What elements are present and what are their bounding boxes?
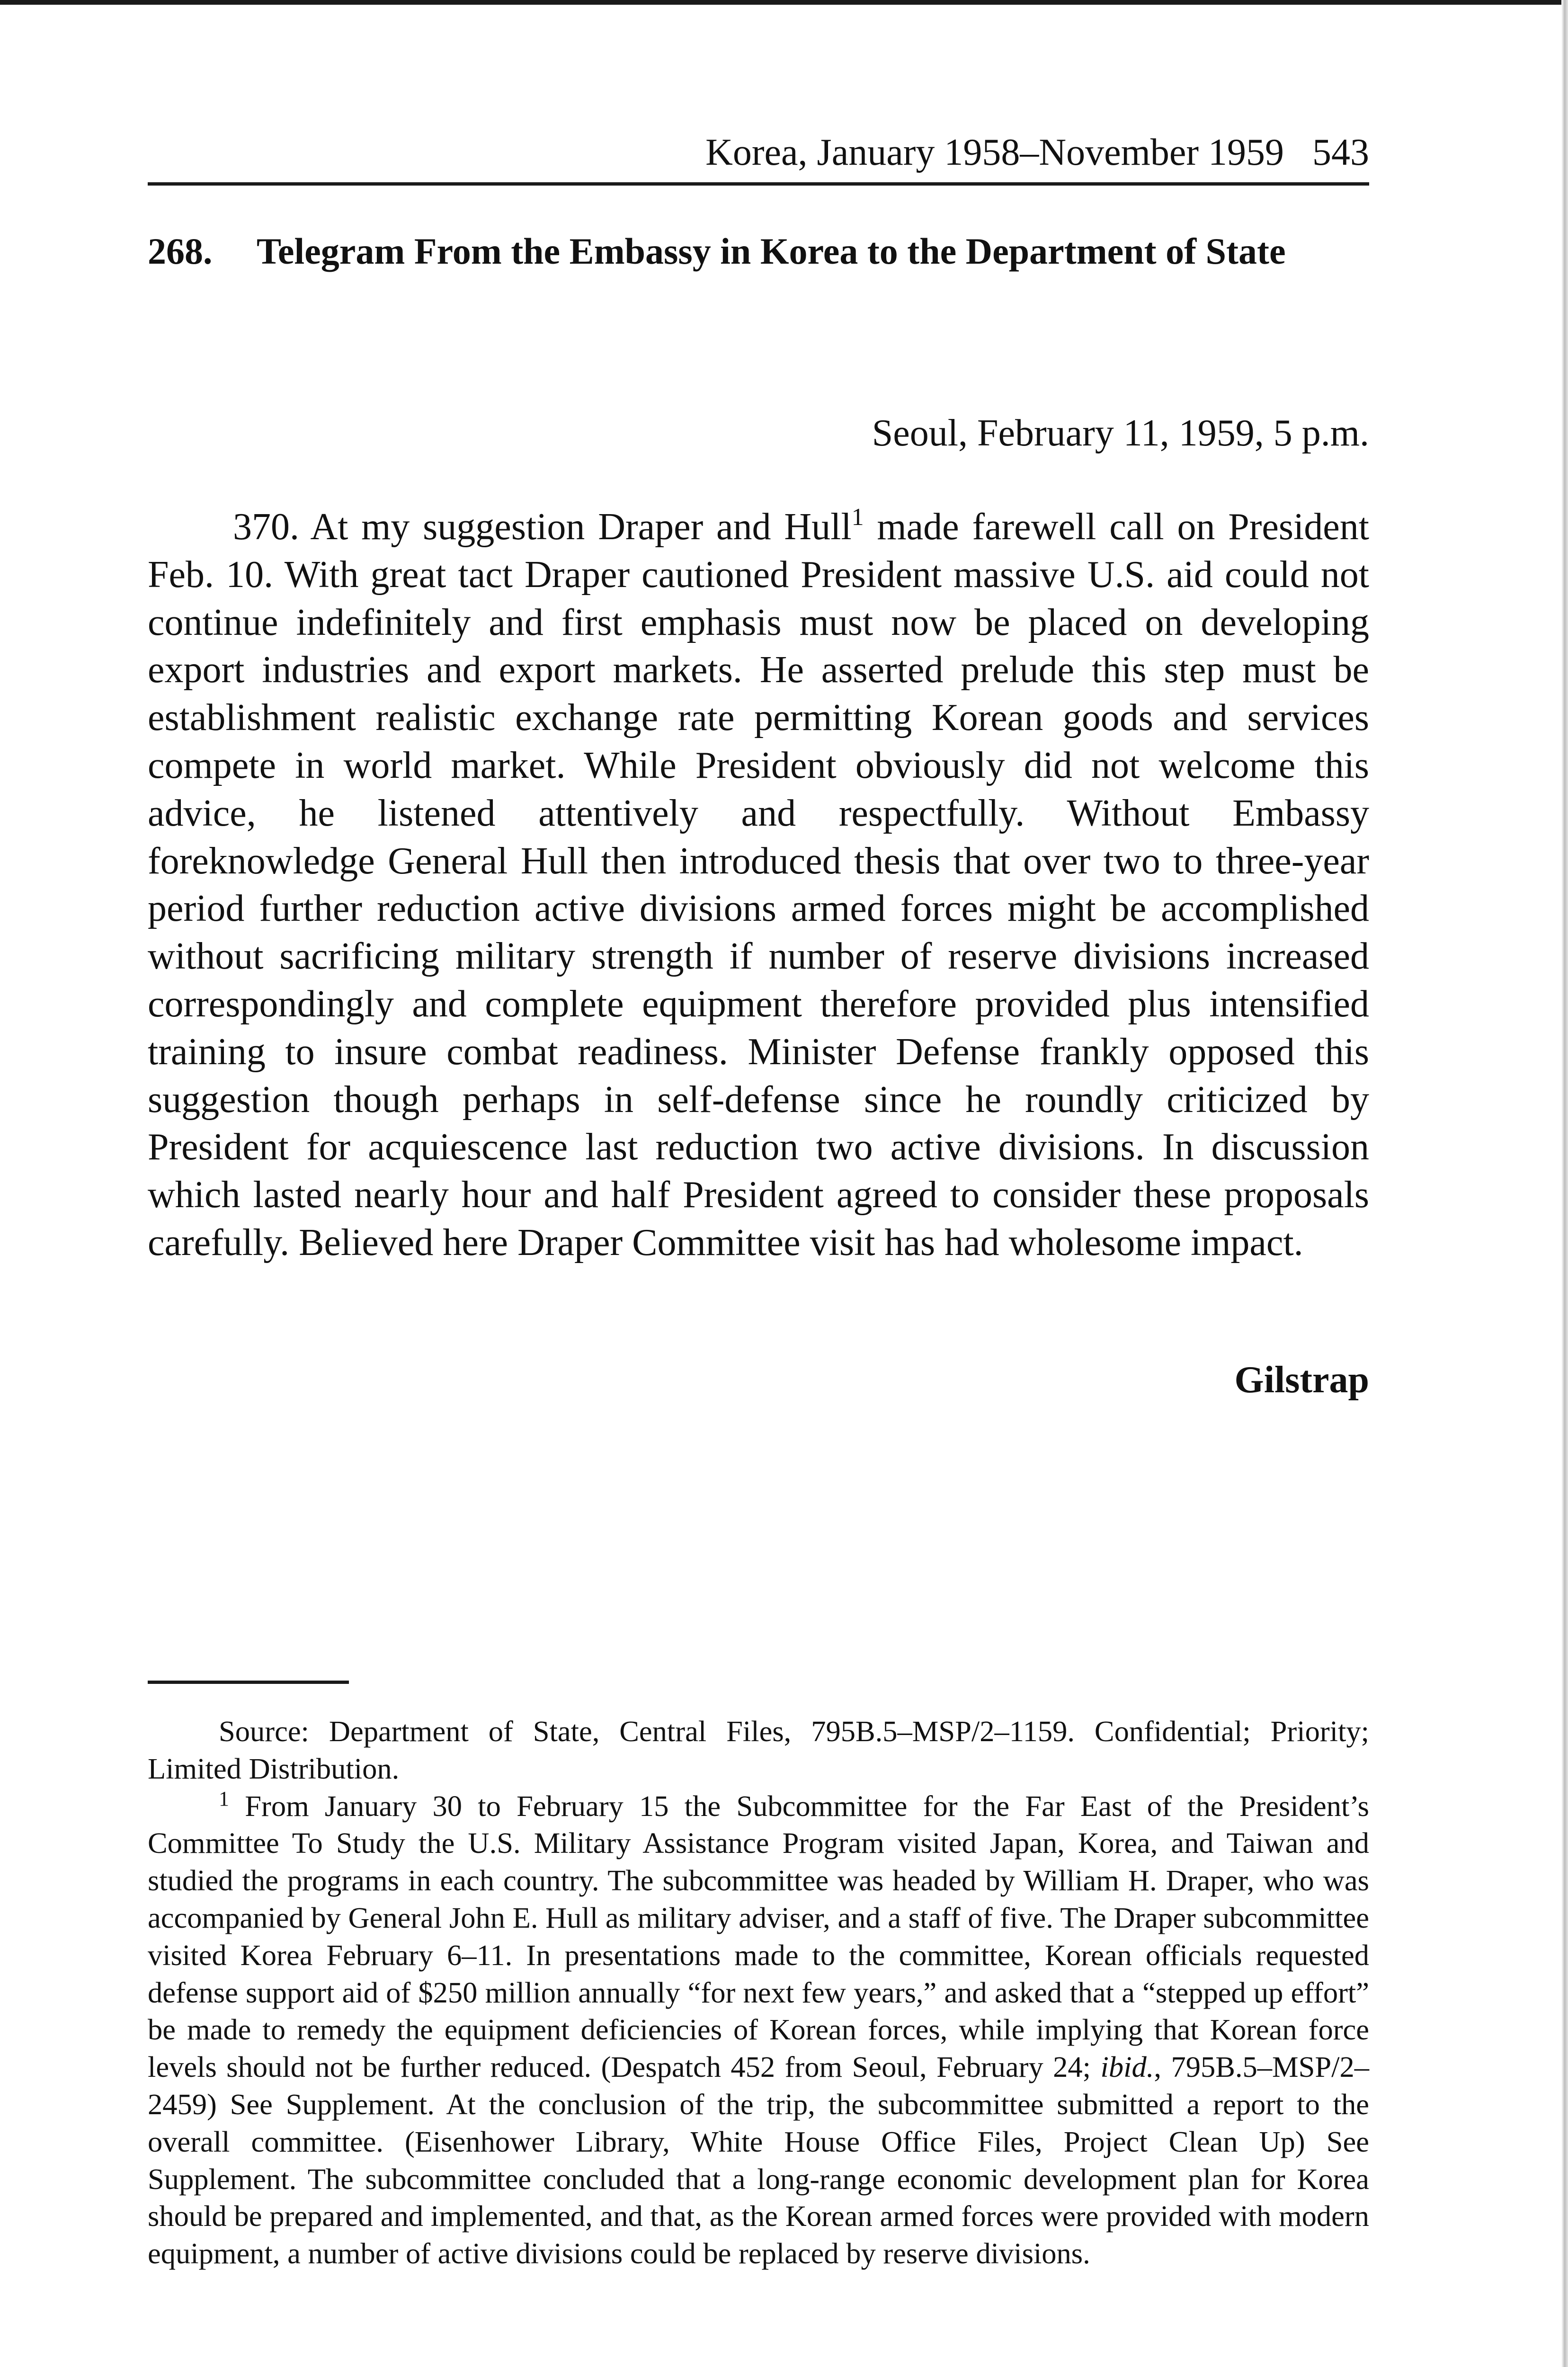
telegram-body-part2: made farewell call on President Feb. 10. With great tact Draper cautioned President massive U.S. aid could not continue indefinitely and first emphasis must now be placed on developing export industries and export markets. He asserted prelude this step must be establishment realistic exchange rate permitting Korean goods and services compete in world market. While President obviously did not welcome this advice, he listened attentively and respectfully. Without Embassy foreknowledge General Hull then introduced thesis that over two to three-year period further reduction active divisions armed forces might be accomplished without sacrificing military strength if number of reserve divisions increased correspondingly and complete equipment therefore provided plus intensified training to insure combat readiness. Minister Defense frankly opposed this suggestion though perhaps in self-defense since he roundly criticized by President for acquiescence last reduction two active divisions. In discussion which lasted nearly hour and half President agreed to consider these proposals carefully. Believed here Draper Committee visit has had wholesome impact. <box>148 506 1369 1264</box>
footnote-1-marker: 1 <box>219 1787 229 1810</box>
top-edge-rule <box>0 0 1568 5</box>
page-number: 543 <box>1312 132 1369 173</box>
footnote-rule <box>148 1681 349 1684</box>
telegram-body-part1: 370. At my suggestion Draper and Hull <box>233 506 852 548</box>
source-note: Source: Department of State, Central Files, 795B.5–MSP/2–1159. Confidential; Priority; Limited Distribution. <box>148 1715 1369 1785</box>
signature: Gilstrap <box>1234 1359 1369 1401</box>
running-head-title: Korea, January 1958–November 1959 <box>705 132 1284 173</box>
footnote-1-text-b: , 795B.5–MSP/2–2459) See Supplement. At the conclusion of the trip, the subcommittee submitted a report to the overall committee. (Eisenhower Library, White House Office Files, Project Clean Up) See Supplement. The subcommittee concluded that a long-range economic development plan for Korea should be prepared and implemented, and that, as the Korean armed forces were provided with modern equipment, a number of active divisions could be replaced by reserve divisions. <box>148 2050 1369 2270</box>
footnote-1 <box>148 1788 1369 2272</box>
document-number: 268. <box>148 231 213 272</box>
running-head <box>705 129 1369 176</box>
document-heading <box>148 227 1369 276</box>
page-edge-shadow <box>1561 0 1568 2367</box>
footnote-1-text-a: From January 30 to February 15 the Subcommittee for the Far East of the President’s Committee To Study the U.S. Military Assistance Program visited Japan, Korea, and Taiwan and studied the programs in each country. The subcommittee was headed by William H. Draper, who was accompanied by General John E. Hull as military adviser, and a staff of five. The Draper subcommittee visited Korea February 6–11. In presentations made to the committee, Korean officials requested defense support aid of $250 million annually “for next few years,” and asked that a “stepped up effort” be made to remedy the equipment deficiencies of Korean forces, while implying that Korean force levels should not be further reduced. (Despatch 452 from Seoul, February 24; <box>148 1789 1369 2084</box>
dateline: Seoul, February 11, 1959, 5 p.m. <box>872 412 1369 454</box>
document-title: Telegram From the Embassy in Korea to the Department of State <box>257 231 1286 272</box>
footnotes <box>148 1713 1369 2272</box>
header-rule <box>148 182 1369 186</box>
footnote-1-ibid: ibid. <box>1100 2050 1154 2084</box>
telegram-body <box>148 503 1369 1267</box>
footnote-ref-1: 1 <box>851 504 864 531</box>
